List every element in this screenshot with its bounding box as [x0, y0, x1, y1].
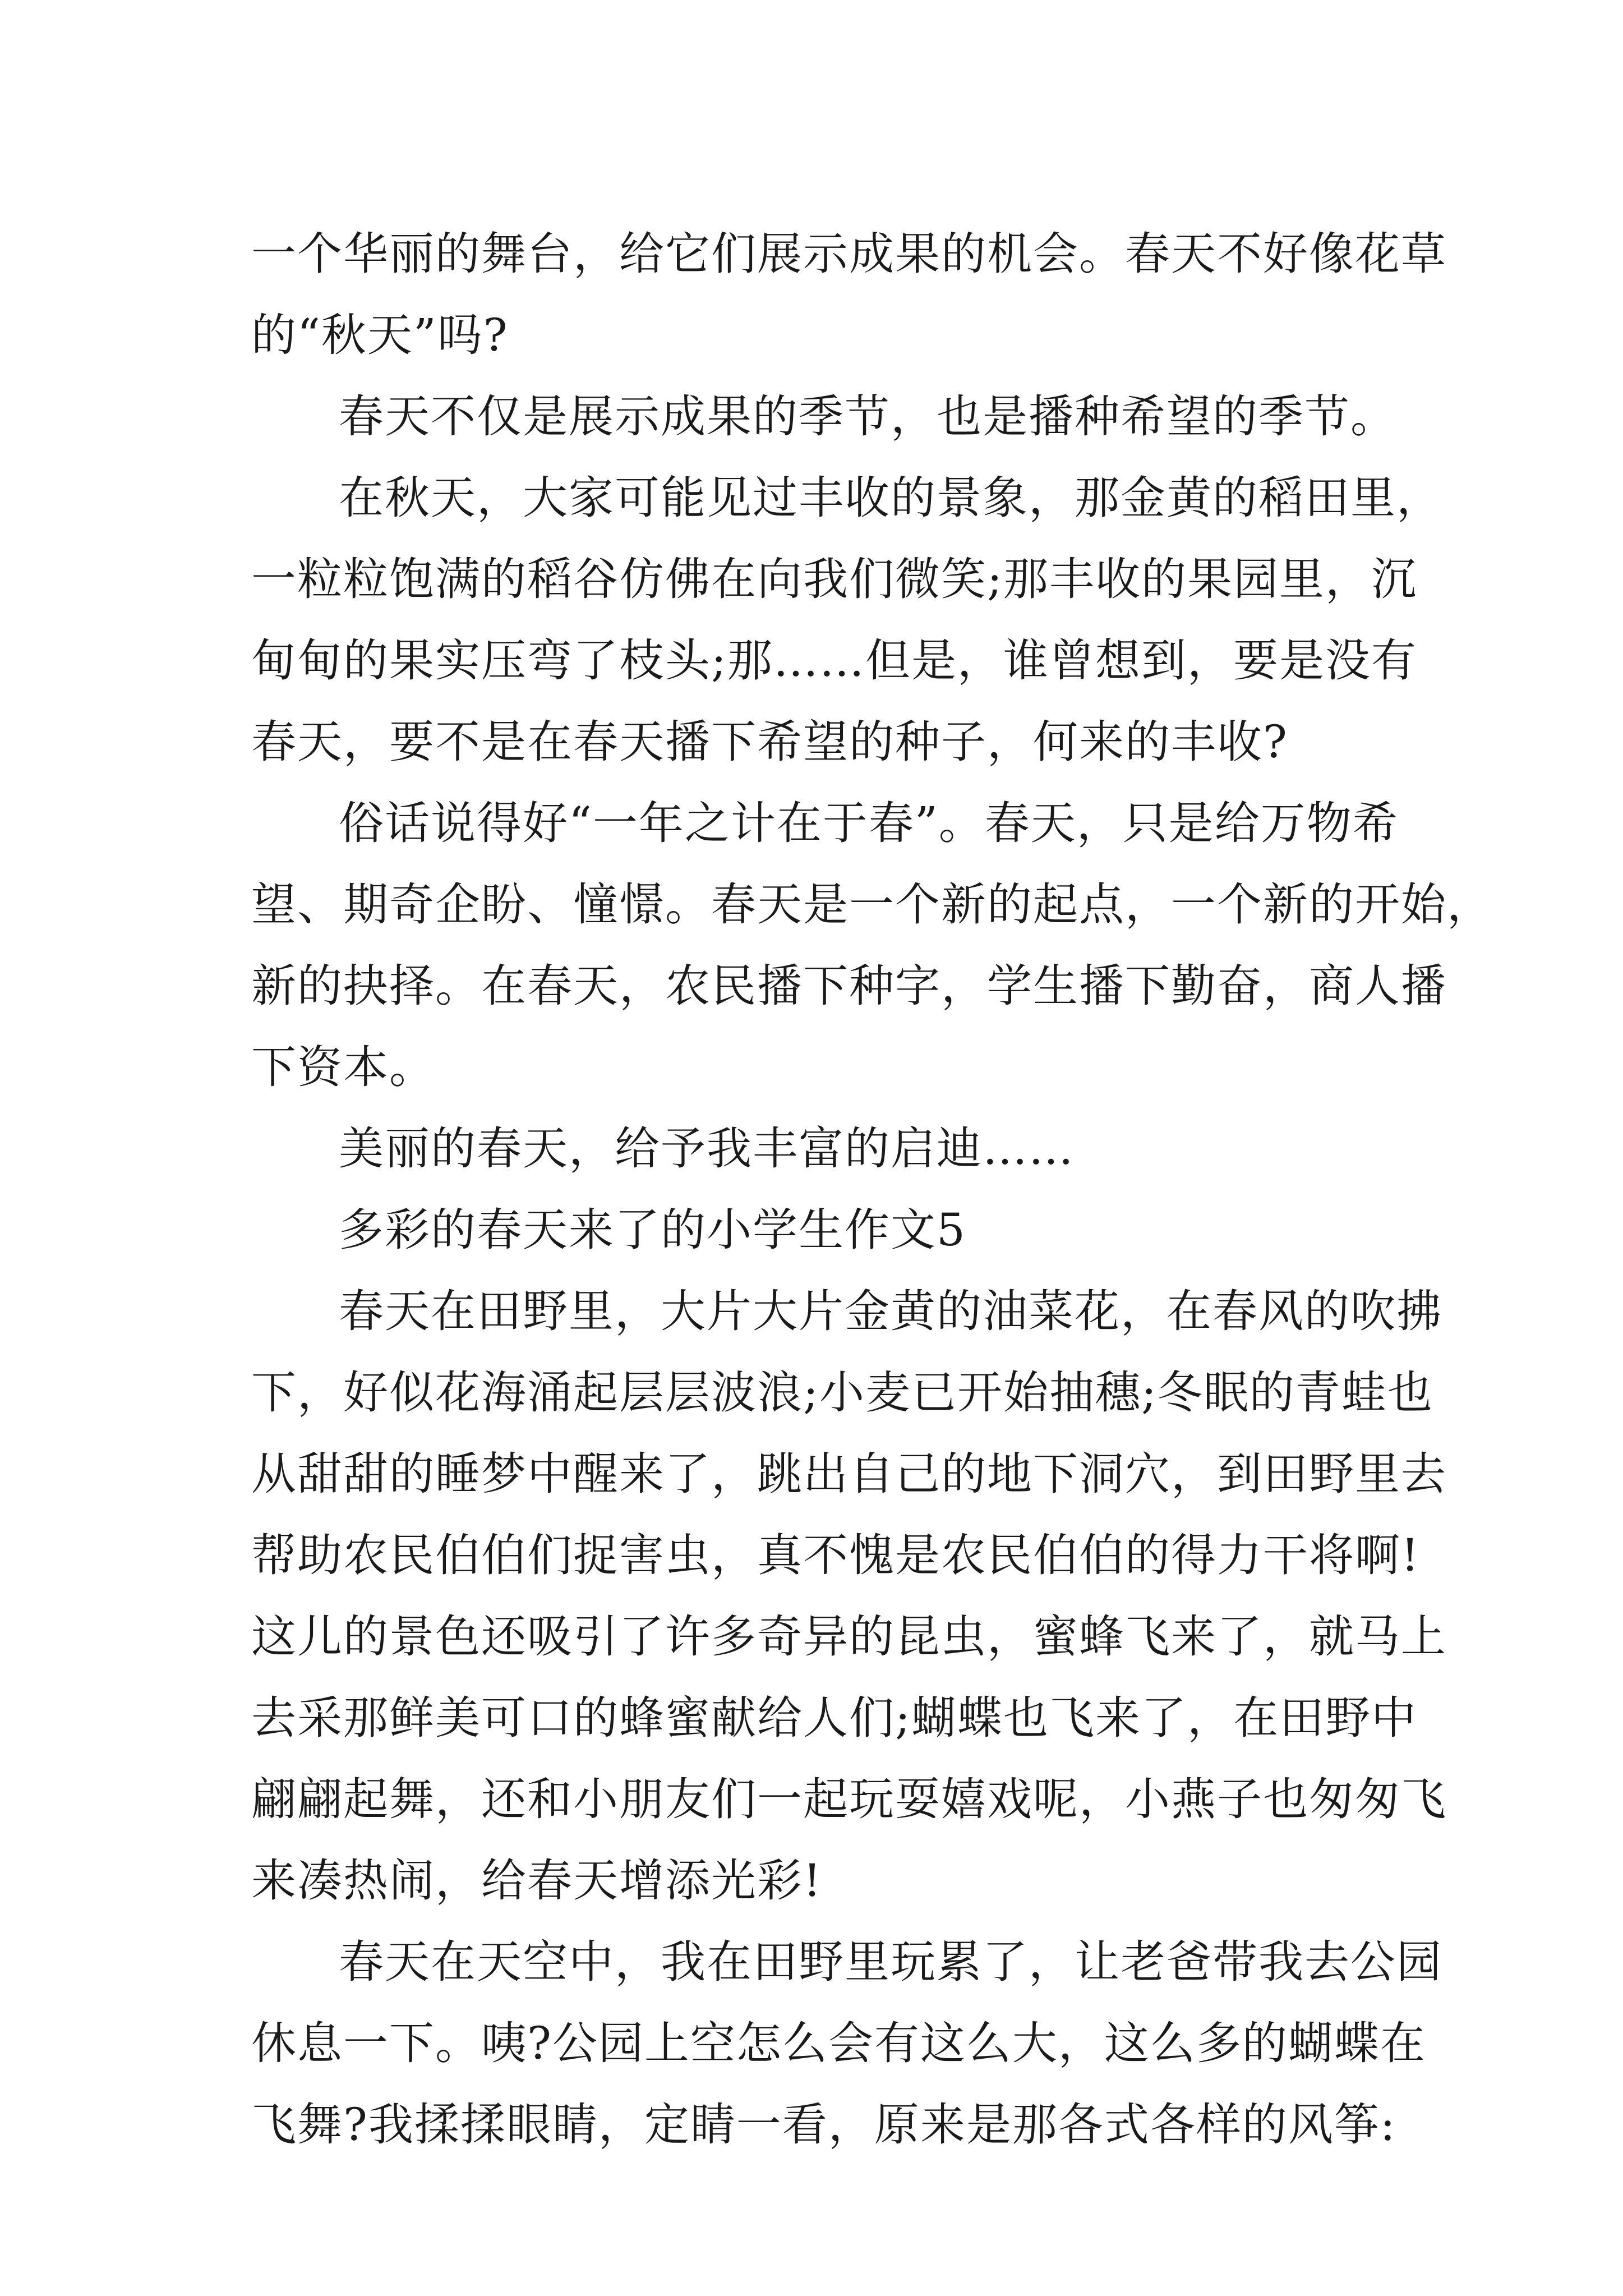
paragraph-start: 美丽的春天，给予我丰富的启迪……	[339, 1122, 1075, 1175]
text-line: 甸甸的果实压弯了枝头;那……但是，谁曾想到，要是没有	[251, 634, 1417, 687]
section-heading: 多彩的春天来了的小学生作文5	[339, 1204, 966, 1256]
text-line: 下，好似花海涌起层层波浪;小麦已开始抽穗;冬眠的青蛙也	[251, 1366, 1433, 1419]
paragraph-start: 春天在天空中，我在田野里玩累了，让老爸带我去公园	[339, 1936, 1442, 1988]
text-line: 休息一下。咦?公园上空怎么会有这么大，这么多的蝴蝶在	[251, 2017, 1426, 2069]
text-line: 这儿的景色还吸引了许多奇异的昆虫，蜜蜂飞来了，就马上	[251, 1611, 1447, 1663]
text-line: 一粒粒饱满的稻谷仿佛在向我们微笑;那丰收的果园里，沉	[251, 553, 1417, 605]
text-line: 新的抉择。在春天，农民播下种字，学生播下勤奋，商人播	[251, 960, 1447, 1012]
text-line: 翩翩起舞，还和小朋友们一起玩耍嬉戏呢，小燕子也匆匆飞	[251, 1773, 1447, 1825]
text-line: 来凑热闹，给春天增添光彩!	[251, 1855, 823, 1907]
text-line: 下资本。	[251, 1041, 435, 1093]
text-line: 帮助农民伯伯们捉害虫，真不愧是农民伯伯的得力干将啊!	[251, 1529, 1421, 1581]
text-line: 的“秋天”吗?	[251, 309, 509, 361]
text-line: 望、期奇企盼、憧憬。春天是一个新的起点，一个新的开始，	[251, 878, 1493, 931]
text-line: 从甜甜的睡梦中醒来了，跳出自己的地下洞穴，到田野里去	[251, 1448, 1447, 1500]
document-body	[251, 213, 1493, 2165]
text-line: 春天，要不是在春天播下希望的种子，何来的丰收?	[251, 716, 1288, 768]
paragraph-start: 春天在田野里，大片大片金黄的油菜花，在春风的吹拂	[339, 1285, 1442, 1337]
paragraph-start: 俗话说得好“一年之计在于春”。春天，只是给万物希	[339, 797, 1399, 849]
text-line: 一个华丽的舞台，给它们展示成果的机会。春天不好像花草	[251, 228, 1447, 280]
paragraph-start: 春天不仅是展示成果的季节，也是播种希望的季节。	[339, 390, 1396, 443]
paragraph-start: 在秋天，大家可能见过丰收的景象，那金黄的稻田里，	[339, 472, 1442, 524]
text-line: 去采那鲜美可口的蜂蜜献给人们;蝴蝶也飞来了，在田野中	[251, 1692, 1417, 1744]
text-line: 飞舞?我揉揉眼睛，定睛一看，原来是那各式各样的风筝:	[251, 2099, 1396, 2151]
